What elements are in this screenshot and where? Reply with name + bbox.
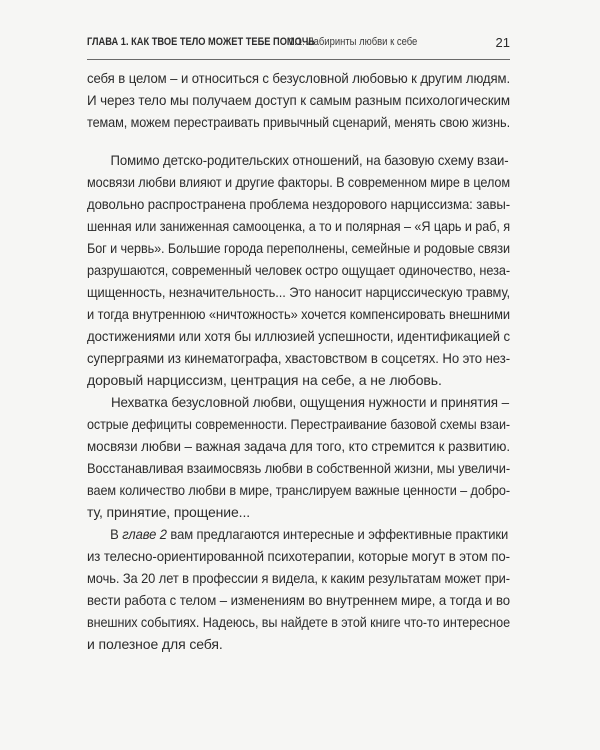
text-line: острые дефициты современности. Перестраивание базовой схемы взаи- bbox=[87, 416, 510, 432]
text-fragment: вам предлагаются интересные и эффективные практики bbox=[166, 526, 509, 542]
text-line: и полезное для себя. bbox=[87, 636, 223, 652]
text-line: Помимо детско-родительских отношений, на базовую схему взаи- bbox=[110, 152, 509, 168]
text-line: мосвязи любви – важная задача для того, кто стремится к развитию. bbox=[87, 438, 511, 454]
text-line: довольно распространена проблема нездорового нарциссизма: завы- bbox=[87, 196, 511, 212]
paragraph-2 bbox=[87, 149, 510, 391]
chapter-reference: главе 2 bbox=[122, 526, 167, 542]
text-line: ту, принятие, прощение... bbox=[87, 504, 251, 520]
text-line: Нехватка безусловной любви, ощущения нужности и принятия – bbox=[110, 394, 509, 410]
page-number: 21 bbox=[495, 35, 510, 50]
paragraph-4 bbox=[87, 523, 510, 655]
header-rule bbox=[87, 59, 510, 60]
text-line: Восстанавливая взаимосвязь любви в собственной жизни, мы увеличи- bbox=[87, 460, 511, 476]
paragraph-gap bbox=[87, 133, 510, 149]
text-line: ваем количество любви в мире, транслируем важные ценности – добро- bbox=[87, 482, 511, 498]
text-fragment: В bbox=[110, 526, 123, 542]
text-line: мосвязи любви влияют и другие факторы. В современном мире в целом bbox=[87, 174, 511, 190]
text-line: суперграями из кинематографа, хвастовством в соцсетях. Но это нез- bbox=[87, 350, 511, 366]
text-line: И через тело мы получаем доступ к самым разным психологическим bbox=[87, 92, 510, 108]
running-head bbox=[87, 36, 510, 54]
text-line: себя в целом – и относиться с безусловной любовью к другим людям. bbox=[87, 70, 511, 86]
body-text bbox=[87, 67, 510, 655]
text-line: щищенность, незначительность... Это наносит нарциссическую травму, bbox=[87, 284, 511, 300]
paragraph-3 bbox=[87, 391, 510, 523]
chapter-title: ГЛАВА 1. КАК ТВОЕ ТЕЛО МОЖЕТ ТЕБЕ ПОМОЧЬ bbox=[87, 36, 316, 48]
text-line: вести работа с телом – изменениям во внутреннем мире, а тогда и во bbox=[87, 592, 511, 608]
text-line: из телесно-ориентированной психотерапии, которые могут в этом по- bbox=[87, 548, 510, 564]
text-line: шенная или заниженная самооценка, а то и полярная – «Я царь и раб, я bbox=[87, 218, 510, 234]
text-line: темам, можем перестраивать привычный сценарий, менять свою жизнь. bbox=[87, 114, 511, 130]
paragraph-1 bbox=[87, 67, 510, 133]
text-line: Бог и червь». Большие города переполнены, семейные и родовые связи bbox=[87, 240, 510, 256]
text-line: и тогда внутреннюю «ничтожность» хочется компенсировать внешними bbox=[87, 306, 510, 322]
text-line: мочь. За 20 лет в профессии я видела, к каким результатам может при- bbox=[87, 570, 511, 586]
text-line: внешних событиях. Надеюсь, вы найдете в этой книге что-то интересное bbox=[87, 614, 511, 630]
text-line: достижениями или хотя бы иллюзией успешности, идентификацией с bbox=[87, 328, 511, 344]
text-line: разрушаются, современный человек остро ощущает одиночество, неза- bbox=[87, 262, 511, 278]
section-title: 1.1. Лабиринты любви к себе bbox=[289, 36, 418, 48]
text-line bbox=[87, 523, 509, 545]
text-line: доровый нарциссизм, центрация на себе, а не любовь. bbox=[87, 372, 442, 388]
